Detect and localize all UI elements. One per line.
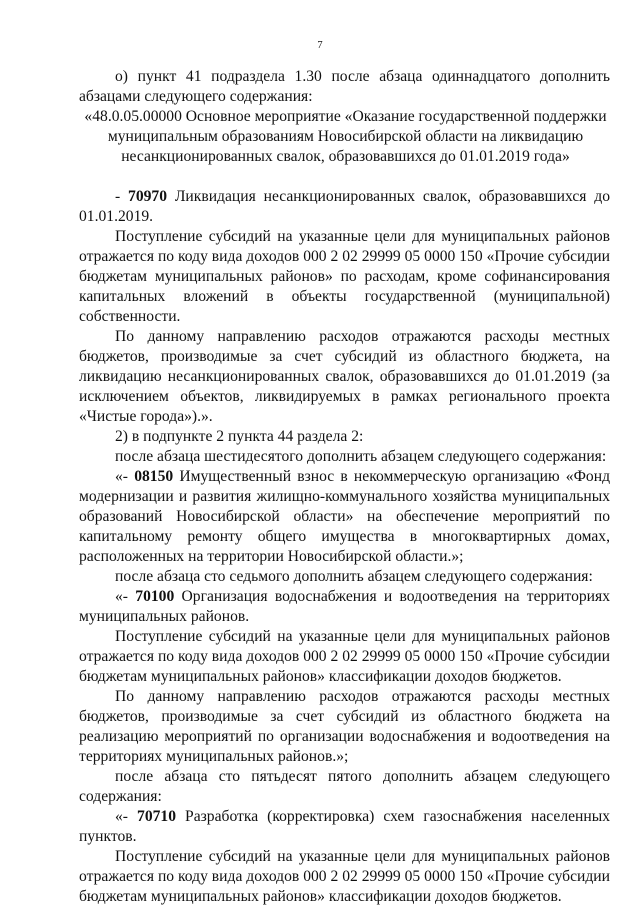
code-prefix: «- <box>115 468 135 485</box>
paragraph-subsidy-income-3: Поступление субсидий на указанные цели для муниципальных районов отражается по коду вида доходов 000 2 02 29999 05 0000 150 «Прочие субсидии бюджетам муниципальных районов» классификации доходов бюджетов. <box>79 848 610 905</box>
paragraph-after-hundred-fifty-fifth: после абзаца сто пятьдесят пятого дополнить абзацем следующего содержания: <box>79 768 610 805</box>
paragraph-code-08150 <box>79 467 610 567</box>
code-description: Разработка (корректировка) схем газоснабжения населенных пунктов. <box>79 808 610 845</box>
paragraph-after-sixtieth: после абзаца шестидесятого дополнить абзацем следующего содержания: <box>115 448 607 465</box>
paragraph-code-70710 <box>79 807 610 847</box>
paragraph-item-o: о) пункт 41 подраздела 1.30 после абзаца одиннадцатого дополнить абзацами следующего содержания: <box>79 68 610 105</box>
document-body <box>79 67 610 907</box>
paragraph-expense-direction-1: По данному направлению расходов отражаются расходы местных бюджетов, производимые за счет субсидий из областного бюджета, на ликвидацию несанкционированных свалок, образовавшихся до 01.01.2019 (за исключением объектов, ликвидируемых в рамках регионального проекта «Чистые города»).». <box>79 328 610 425</box>
blank-line <box>79 167 610 187</box>
expense-code: 70100 <box>135 588 175 605</box>
paragraph-after-hundred-seventh: после абзаца сто седьмого дополнить абзацем следующего содержания: <box>115 568 593 585</box>
code-prefix: «- <box>115 588 136 605</box>
paragraph-subsidy-income-2: Поступление субсидий на указанные цели для муниципальных районов отражается по коду вида доходов 000 2 02 29999 05 0000 150 «Прочие субсидии бюджетам муниципальных районов» классификации доходов бюджетов. <box>79 628 610 685</box>
code-prefix: «- <box>115 808 138 825</box>
expense-code: 70970 <box>128 188 168 205</box>
paragraph-item-2: 2) в подпункте 2 пункта 44 раздела 2: <box>115 428 364 445</box>
code-description: Ликвидация несанкционированных свалок, образовавшихся до 01.01.2019. <box>79 188 610 225</box>
expense-code: 08150 <box>134 468 174 485</box>
expense-code: 70710 <box>137 808 177 825</box>
paragraph-expense-direction-2: По данному направлению расходов отражаются расходы местных бюджетов, производимые за счет субсидий из областного бюджета на реализацию мероприятий по организации водоснабжения и водоотведения на территориях муниципальных районов.»; <box>79 688 610 765</box>
code-prefix: - <box>115 188 129 205</box>
code-description: Имущественный взнос в некоммерческую организацию «Фонд модернизации и развития жилищно-коммунального хозяйства муниципальных образований Новосибирской области» на обеспечение мероприятий по капитальному ремонту общего имущества в многоквартирных домах, расположенных на территории Новосибирской области.»; <box>79 468 611 565</box>
code-description: Организация водоснабжения и водоотведения на территориях муниципальных районов. <box>79 588 610 625</box>
page-number: 7 <box>317 40 323 51</box>
paragraph-main-activity-heading: «48.0.05.00000 Основное мероприятие «Оказание государственной поддержки муниципальным образованиям Новосибирской области на ликвидацию несанкционированных свалок, образовавшихся до 01.01.2019 года» <box>84 108 607 165</box>
paragraph-subsidy-income-1: Поступление субсидий на указанные цели для муниципальных районов отражается по коду вида доходов 000 2 02 29999 05 0000 150 «Прочие субсидии бюджетам муниципальных районов» по расходам, кроме софинансирования капитальных вложений в объекты государственной (муниципальной) собственности. <box>79 228 610 325</box>
paragraph-code-70100 <box>79 587 610 627</box>
paragraph-code-70970 <box>79 187 610 227</box>
